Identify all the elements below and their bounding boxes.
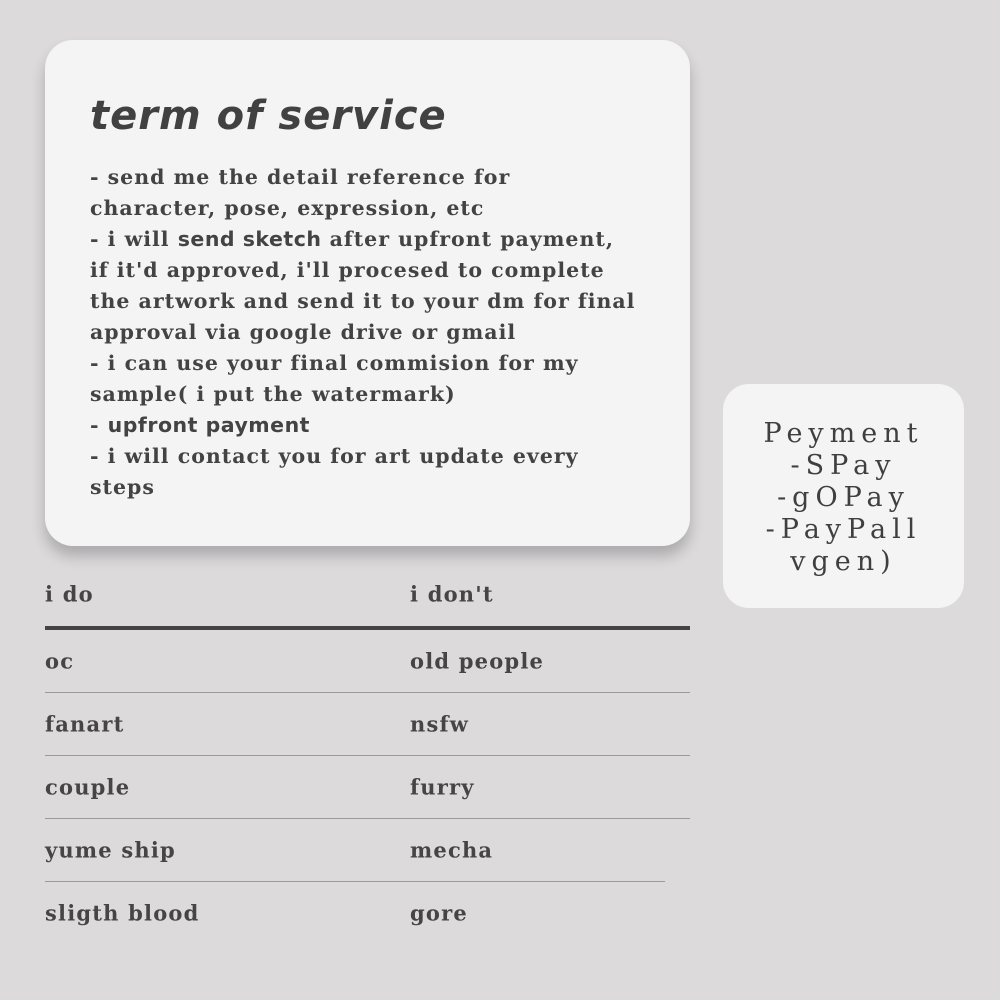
tos-line [90, 162, 650, 193]
tos-text: - [90, 413, 108, 437]
payment-card [723, 384, 964, 608]
tos-line [90, 224, 650, 255]
cell-dont: old people [410, 648, 545, 674]
tos-line [90, 472, 650, 503]
header-dont: i don't [410, 581, 494, 607]
payment-line: Peyment [763, 418, 924, 449]
cell-do: sligth blood [45, 900, 200, 926]
table-row [45, 630, 690, 693]
tos-text: character, pose, expression, etc [90, 196, 485, 220]
payment-line: vgen) [790, 546, 897, 577]
tos-line [90, 255, 650, 286]
cell-dont: nsfw [410, 711, 470, 737]
payment-line: -PayPall [765, 514, 922, 545]
tos-text: after upfront payment, [321, 227, 614, 251]
tos-emphasis: upfront payment [107, 413, 310, 437]
tos-text: - i will [90, 227, 178, 251]
cell-dont: mecha [410, 837, 494, 863]
cell-do: couple [45, 774, 131, 800]
tos-text: if it'd approved, i'll procesed to complete [90, 258, 605, 282]
tos-line [90, 317, 650, 348]
tos-card [45, 40, 690, 546]
cell-do: oc [45, 648, 75, 674]
tos-emphasis: send sketch [177, 227, 322, 251]
tos-text: sample( i put the watermark) [90, 382, 456, 406]
tos-text: - i will contact you for art update every [90, 444, 579, 468]
header-do: i do [45, 581, 94, 607]
table-header [45, 560, 690, 630]
table-row [45, 882, 690, 944]
tos-text: the artwork and send it to your dm for final [90, 289, 636, 313]
cell-do: yume ship [45, 837, 176, 863]
tos-text: approval via google drive or gmail [90, 320, 517, 344]
tos-line [90, 193, 650, 224]
table-row [45, 756, 690, 819]
table-row [45, 819, 665, 882]
tos-line [90, 379, 650, 410]
cell-dont: gore [410, 900, 468, 926]
tos-list [90, 162, 650, 503]
table-body [45, 630, 690, 944]
cell-dont: furry [410, 774, 475, 800]
cell-do: fanart [45, 711, 125, 737]
tos-line [90, 348, 650, 379]
tos-title: term of service [90, 93, 447, 139]
payment-line: -gOPay [777, 482, 910, 513]
tos-text: - send me the detail reference for [90, 165, 511, 189]
tos-text: - i can use your final commision for my [90, 351, 579, 375]
tos-text: steps [90, 475, 155, 499]
payment-line: -SPay [790, 450, 897, 481]
tos-line [90, 410, 650, 441]
tos-line [90, 286, 650, 317]
table-row [45, 693, 690, 756]
do-dont-table [45, 560, 690, 944]
tos-line [90, 441, 650, 472]
